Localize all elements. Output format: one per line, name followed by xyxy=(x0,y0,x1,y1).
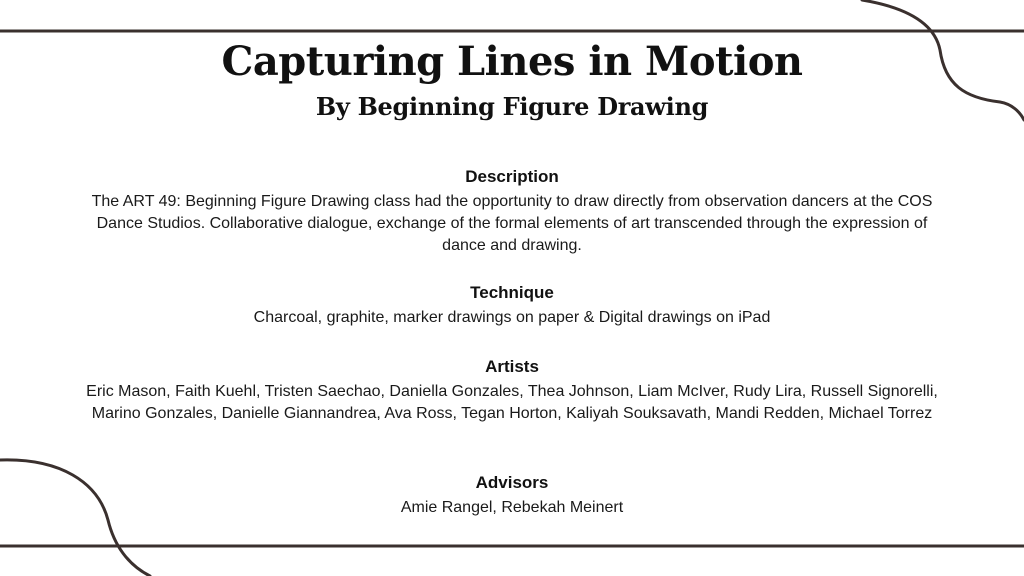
artists-heading: Artists xyxy=(485,357,539,376)
page-title: Capturing Lines in Motion xyxy=(221,38,803,85)
advisors-text: Amie Rangel, Rebekah Meinert xyxy=(400,499,624,516)
technique-text: Charcoal, graphite, marker drawings on paper & Digital drawings on iPad xyxy=(253,309,771,326)
artists-section xyxy=(80,357,944,425)
advisors-section xyxy=(80,473,944,519)
artists-text: Eric Mason, Faith Kuehl, Tristen Saechao, Daniella Gonzales, Thea Johnson, Liam McIver, Rudy Lira, Russell Signorelli, Marino Gonzales, Danielle Giannandrea, Ava Ross, Tegan Horton, Kaliyah Souksavath, Mandi Redden, Michael Torrez xyxy=(86,383,938,422)
technique-heading: Technique xyxy=(470,283,554,302)
description-section xyxy=(80,167,944,257)
description-heading: Description xyxy=(465,167,559,186)
page-subtitle: By Beginning Figure Drawing xyxy=(315,92,709,121)
advisors-heading: Advisors xyxy=(475,473,549,492)
description-text: The ART 49: Beginning Figure Drawing class had the opportunity to draw directly from observation dancers at the COS Dance Studios. Collaborative dialogue, exchange of the formal elements of art transcended through the expression of dance and drawing. xyxy=(91,193,933,254)
technique-section xyxy=(80,283,944,329)
